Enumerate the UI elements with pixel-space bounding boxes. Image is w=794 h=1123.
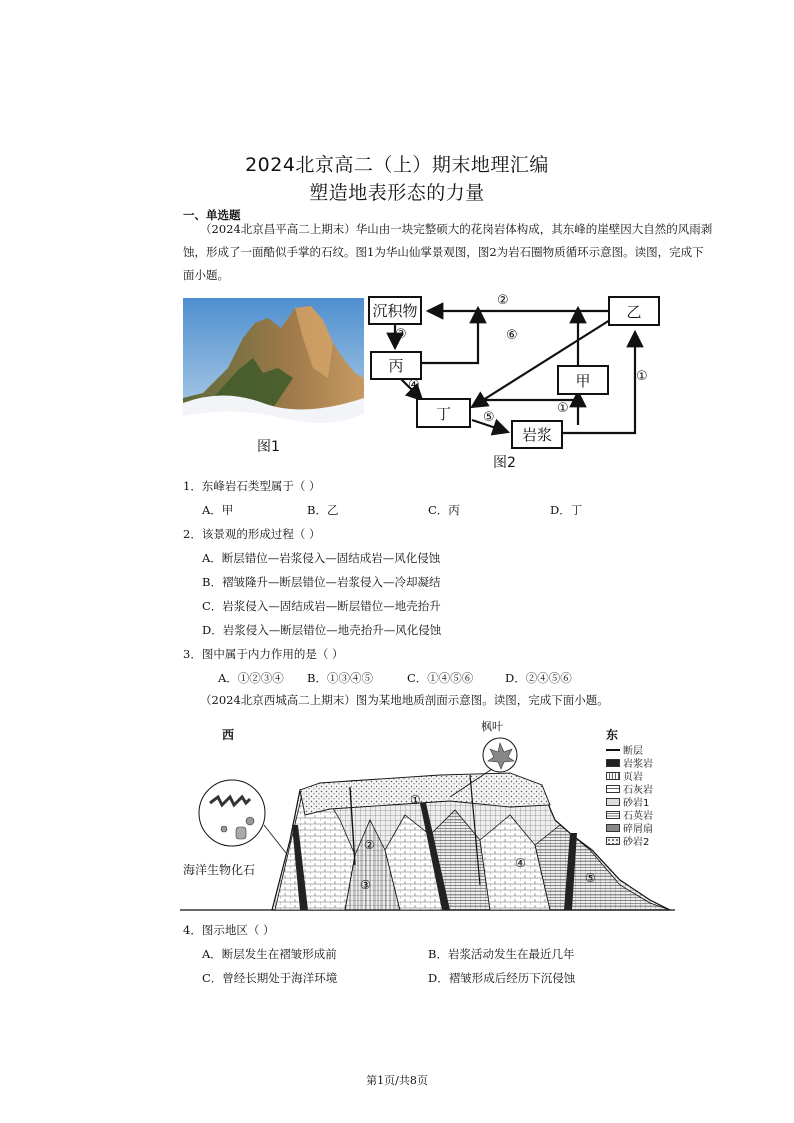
q3-option-b[interactable]: B．①③④⑤ xyxy=(307,671,373,685)
legend-debris-fan-label: 碎屑扇 xyxy=(623,824,653,835)
figure2-caption: 图2 xyxy=(493,455,516,471)
label-5: ⑤ xyxy=(483,410,495,425)
geological-section xyxy=(180,725,680,920)
page-subtitle: 塑造地表形态的力量 xyxy=(309,182,485,204)
box-ding: 丁 xyxy=(416,398,471,428)
label-4: ④ xyxy=(408,378,420,393)
page-title: 2024北京高二（上）期末地理汇编 xyxy=(245,154,549,176)
legend-debris-fan-swatch xyxy=(606,824,620,832)
q2-option-a[interactable]: A．断层错位—岩浆侵入—固结成岩—风化侵蚀 xyxy=(202,551,441,565)
question-1-stem: 1．东峰岩石类型属于（ ） xyxy=(183,479,321,493)
q2-option-b[interactable]: B．褶皱隆升—断层错位—岩浆侵入—冷却凝结 xyxy=(202,575,441,589)
legend-igneous-label: 岩浆岩 xyxy=(623,759,653,770)
page-footer: 第1页/共8页 xyxy=(366,1074,428,1087)
q2-option-c[interactable]: C．岩浆侵入—固结成岩—断层错位—地壳抬升 xyxy=(202,599,441,613)
label-west: 西 xyxy=(222,728,235,742)
label-maple-leaf: 枫叶 xyxy=(481,720,503,733)
label-3: ③ xyxy=(395,327,407,342)
intro-line-1: （2024北京昌平高二上期末）华山由一块完整硕大的花岗岩体构成，其东峰的崖壁因大自然的风雨剥 xyxy=(200,222,713,236)
q1-option-b[interactable]: B．乙 xyxy=(307,503,339,517)
label-6: ⑥ xyxy=(506,328,518,343)
box-sediment: 沉积物 xyxy=(368,296,422,325)
legend-limestone-label: 石灰岩 xyxy=(623,785,653,796)
legend-sandstone-2-swatch xyxy=(606,837,620,845)
section-label-5: ⑤ xyxy=(585,871,596,885)
box-yi: 乙 xyxy=(608,296,660,326)
box-bing: 丙 xyxy=(370,351,422,380)
q3-option-a[interactable]: A．①②③④ xyxy=(218,671,284,685)
question-4-stem: 4．图示地区（ ） xyxy=(183,923,275,937)
legend-fault-label: 断层 xyxy=(623,746,643,757)
legend-limestone-swatch xyxy=(606,785,620,793)
legend-sandstone-2-label: 砂岩2 xyxy=(623,837,650,848)
legend-quartzite-swatch xyxy=(606,811,620,819)
section-label-2: ② xyxy=(364,838,375,852)
q2-option-d[interactable]: D．岩浆侵入—断层错位—地壳抬升—风化侵蚀 xyxy=(202,623,442,637)
legend-quartzite-label: 石英岩 xyxy=(623,811,653,822)
huashan-photo xyxy=(183,298,364,434)
q3-option-d[interactable]: D．②④⑤⑥ xyxy=(505,671,572,685)
legend-shale-swatch xyxy=(606,772,620,780)
figure1-caption: 图1 xyxy=(257,439,280,455)
intro-paragraph-2: （2024北京西城高二上期末）图为某地地质剖面示意图。读图，完成下面小题。 xyxy=(200,693,609,707)
q1-option-d[interactable]: D．丁 xyxy=(550,503,583,517)
section-heading: 一、单选题 xyxy=(183,208,241,222)
q1-option-a[interactable]: A．甲 xyxy=(202,503,234,517)
legend-sandstone-2 xyxy=(606,833,649,848)
box-magma: 岩浆 xyxy=(511,420,563,449)
section-label-4: ④ xyxy=(515,856,526,870)
legend-shale-label: 页岩 xyxy=(623,772,643,783)
legend-igneous-swatch xyxy=(606,759,620,767)
legend-fault-swatch xyxy=(606,749,620,751)
label-marine-fossil: 海洋生物化石 xyxy=(183,863,256,877)
question-3-stem: 3．图中属于内力作用的是（ ） xyxy=(183,647,344,661)
q4-option-d[interactable]: D．褶皱形成后经历下沉侵蚀 xyxy=(428,971,576,985)
label-east: 东 xyxy=(606,728,619,742)
section-label-1: ① xyxy=(410,793,421,807)
legend-sandstone-1-swatch xyxy=(606,798,620,806)
intro-paragraph-1 xyxy=(200,218,794,241)
section-label-3: ③ xyxy=(360,878,371,892)
intro-line-3: 面小题。 xyxy=(183,268,229,282)
label-2: ② xyxy=(497,293,509,308)
legend-sandstone-1-label: 砂岩1 xyxy=(623,798,650,809)
q1-option-c[interactable]: C．丙 xyxy=(428,503,460,517)
question-2-stem: 2．该景观的形成过程（ ） xyxy=(183,527,321,541)
label-1-right: ① xyxy=(636,369,648,384)
q4-option-b[interactable]: B．岩浆活动发生在最近几年 xyxy=(428,947,575,961)
q4-option-a[interactable]: A．断层发生在褶皱形成前 xyxy=(202,947,337,961)
label-1-left: ① xyxy=(557,401,569,416)
q3-option-c[interactable]: C．①④⑤⑥ xyxy=(407,671,474,685)
box-jia: 甲 xyxy=(557,365,609,395)
q4-option-c[interactable]: C．曾经长期处于海洋环境 xyxy=(202,971,338,985)
intro-line-2: 蚀，形成了一面酷似手掌的石纹。图1为华山仙掌景观图，图2为岩石圈物质循环示意图。读图，完成下 xyxy=(183,245,704,259)
